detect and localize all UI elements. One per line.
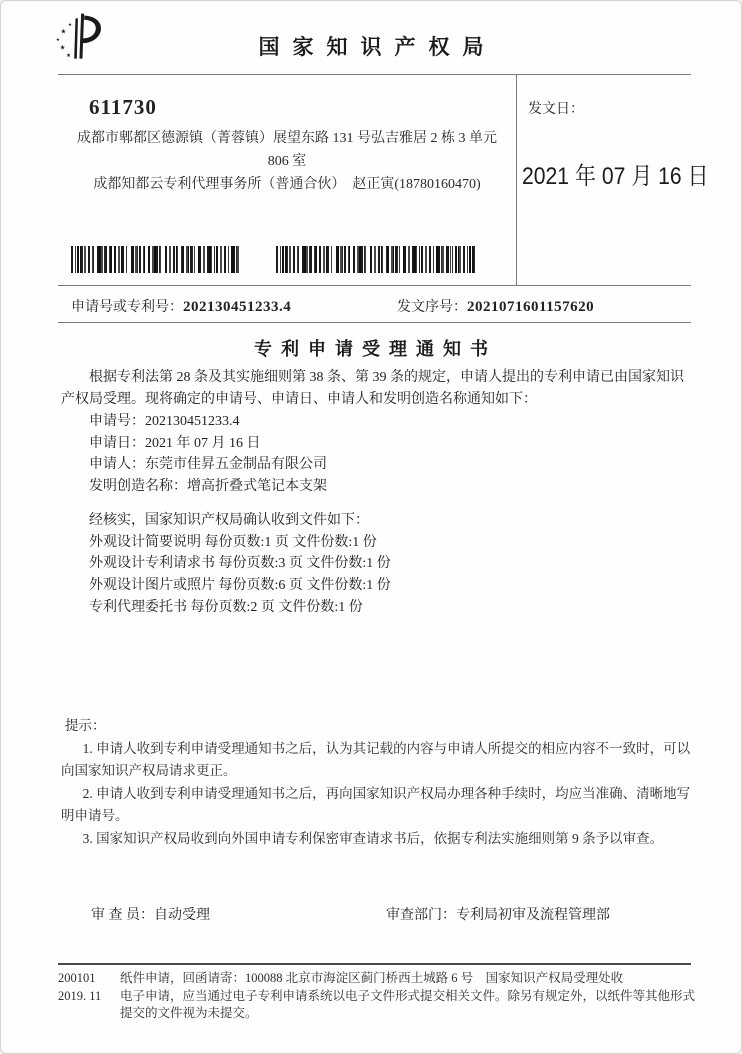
hints-section <box>61 715 701 850</box>
hints-label: 提示： <box>65 718 106 733</box>
footer-divider <box>58 963 691 965</box>
field-label: 申请人： <box>89 457 145 473</box>
footer-line-electronic: 电子申请，应当通过电子专利申请系统以电子文件形式提交相关文件。除另有规定外，以纸件等其他形式提交的文件视为未提交。 <box>120 988 696 1020</box>
svg-text:★: ★ <box>59 44 66 52</box>
serial-number-row <box>397 296 594 316</box>
footer-line-paper: 纸件申请，回函请寄：100088 北京市海淀区蓟门桥西土城路 6 号 国家知识产权局受理处收 <box>120 971 624 985</box>
spacer <box>61 498 697 510</box>
revision-code: 2019. 11 <box>58 988 102 1003</box>
department-label: 审查部门： <box>386 908 456 923</box>
received-doc: 外观设计图片或照片 每份页数:6 页 文件份数:1 份 <box>89 577 391 593</box>
footer-codes <box>58 970 120 1023</box>
form-code: 200101 <box>58 971 96 985</box>
department-field <box>386 904 610 924</box>
field-value: 2021 年 07 月 16 日 <box>145 435 261 451</box>
field-applicant <box>61 454 697 476</box>
footer <box>58 970 698 1023</box>
section-divider <box>58 285 691 286</box>
notice-body <box>61 367 697 618</box>
svg-text:★: ★ <box>55 37 61 43</box>
field-filing-date <box>61 433 697 455</box>
examiner-field <box>91 904 210 924</box>
department-value: 专利局初审及流程管理部 <box>456 908 610 923</box>
application-number-row <box>71 296 291 316</box>
received-doc: 外观设计简要说明 每份页数:1 页 文件份数:1 份 <box>89 534 377 550</box>
numbers-divider <box>58 322 691 323</box>
barcode <box>71 246 241 273</box>
examiner-value: 自动受理 <box>154 908 210 923</box>
field-label: 申请日： <box>89 435 145 451</box>
received-intro: 经核实，国家知识产权局确认收到文件如下： <box>89 512 369 528</box>
notice-title: 专利申请受理通知书 <box>254 339 497 359</box>
issue-date-value: 2021 年 07 月 16 日 <box>522 163 709 190</box>
field-label: 申请号： <box>89 414 145 429</box>
serial-number-value: 2021071601157620 <box>467 299 595 315</box>
field-application-number <box>61 411 697 433</box>
header-divider <box>58 74 691 75</box>
vertical-divider <box>516 74 517 285</box>
agent-line: 成都知都云专利代理事务所（普通合伙） 赵正寅(18780160470) <box>93 177 481 192</box>
field-invention-title <box>61 476 697 498</box>
svg-text:★: ★ <box>60 28 67 36</box>
field-label: 发明创造名称： <box>89 479 187 495</box>
received-doc: 专利代理委托书 每份页数:2 页 文件份数:1 份 <box>89 599 363 615</box>
serial-number-label: 发文序号： <box>397 300 467 315</box>
hint-item: 1. 申请人收到专利申请受理通知书之后，认为其记载的内容与申请人所提交的相应内容不一致时，可以向国家知识产权局请求更正。 <box>61 740 691 778</box>
application-number-value: 202130451233.4 <box>183 299 292 315</box>
barcode <box>276 246 476 273</box>
recipient-address-block <box>61 127 513 196</box>
examiner-label: 审 查 员： <box>91 908 154 923</box>
intro-paragraph: 根据专利法第 28 条及其实施细则第 38 条、第 39 条的规定，申请人提出的专利申请已由国家知识产权局受理。现将确定的申请号、申请日、申请人和发明创造名称通知如下： <box>61 370 684 407</box>
hint-item: 2. 申请人收到专利申请受理通知书之后，再向国家知识产权局办理各种手续时，均应当准确、清晰地写明申请号。 <box>61 785 691 823</box>
field-value: 东莞市佳昇五金制品有限公司 <box>145 457 327 473</box>
hint-item: 3. 国家知识产权局收到向外国申请专利保密审查请求书后，依据专利法实施细则第 9 条予以审查。 <box>82 830 664 846</box>
received-doc: 外观设计专利请求书 每份页数:3 页 文件份数:1 份 <box>89 556 391 572</box>
svg-text:★: ★ <box>66 52 72 59</box>
postal-code: 611730 <box>89 95 157 119</box>
field-value: 202130451233.4 <box>145 414 240 429</box>
footer-notes <box>120 970 698 1023</box>
application-number-label: 申请号或专利号： <box>71 300 183 315</box>
field-value: 增高折叠式笔记本支架 <box>187 479 327 495</box>
issue-date-label: 发文日： <box>528 102 584 117</box>
agency-title: 国家知识产权局 <box>258 36 497 59</box>
address-line-2: 806 室 <box>267 154 307 169</box>
address-line-1: 成都市郫都区德源镇（菁蓉镇）展望东路 131 号弘吉雅居 2 栋 3 单元 <box>77 131 497 146</box>
svg-text:★: ★ <box>68 22 73 28</box>
